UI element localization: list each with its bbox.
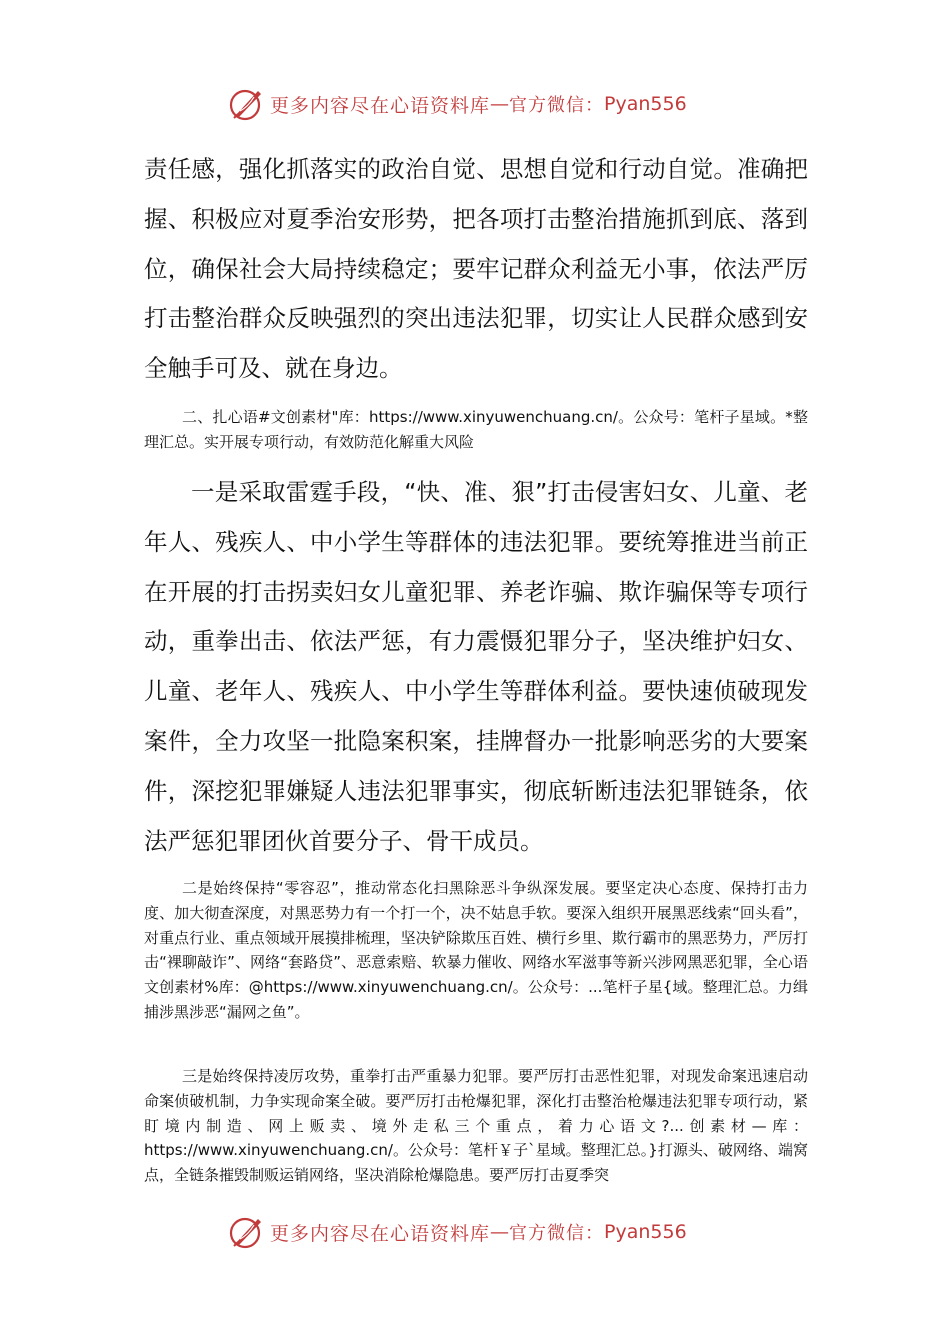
footer-banner [228, 1212, 728, 1252]
quill-pen-logo-icon [228, 85, 266, 123]
banner-wechat-id: Pyan556 [604, 93, 687, 115]
banner-wechat-label: 官方微信： [509, 95, 605, 116]
banner-dash: — [490, 1221, 510, 1243]
banner-wechat-label: 官方微信： [509, 1223, 605, 1244]
paragraph-second-measure: 二是始终保持“零容忍”，推动常态化扫黑除恶斗争纵深发展。要坚定决心态度、保持打击力度、加大彻查深度，对黑恶势力有一个打一个，决不姑息手软。要深入组织开展黑恶线索“回头看”，对重点行业、重点领域开展摸排梳理，坚决铲除欺压百姓、横行乡里、欺行霸市的黑恶势力，严厉打击“裸聊敲诈”、网络“套路贷”、恶意索赔、软暴力催收、网络水军滋事等新兴涉网黑恶犯罪，全心语文创素材%库：@https://www.xinyuwenchuang.cn/。公众号：...笔杆子星{域。整理汇总。力缉捕涉黑涉恶“漏网之鱼”。 [144, 879, 808, 1021]
quill-pen-logo-icon [228, 1213, 266, 1251]
paragraph-third-measure: 三是始终保持凌厉攻势，重拳打击严重暴力犯罪。要严厉打击恶性犯罪，对现发命案迅速启动命案侦破机制，力争实现命案全破。要严厉打击枪爆犯罪，深化打击整治枪爆违法犯罪专项行动，紧盯境内制造、网上贩卖、境外走私三个重点，着力心语文?...创素材—库：https://www.xinyuwenchuang.cn/。公众号：笔杆￥子`星域。整理汇总。}打源头、破网络、端窝点，全链条摧毁制贩运销网络，坚决消除枪爆隐患。要严厉打击夏季突 [144, 1067, 808, 1185]
banner-dash: — [490, 93, 510, 115]
section-heading-two: 二、扎心语#文创素材"库：https://www.xinyuwenchuang.cn/。公众号：笔杆子星域。*整理汇总。实开展专项行动，有效防范化解重大风险 [144, 408, 808, 451]
banner-title: 更多内容尽在心语资料库 [270, 94, 491, 117]
paragraph-first-measure: 一是采取雷霆手段，“快、准、狠”打击侵害妇女、儿童、老年人、残疾人、中小学生等群体的违法犯罪。要统筹推进当前正在开展的打击拐卖妇女儿童犯罪、养老诈骗、欺诈骗保等专项行动，重拳出击、依法严惩，有力震慑犯罪分子，坚决维护妇女、儿童、老年人、残疾人、中小学生等群体利益。要快速侦破现发案件，全力攻坚一批隐案积案，挂牌督办一批影响恶劣的大要案件，深挖犯罪嫌疑人违法犯罪事实，彻底斩断违法犯罪链条，依法严惩犯罪团伙首要分子、骨干成员。 [144, 478, 808, 855]
header-banner [228, 84, 728, 124]
banner-title: 更多内容尽在心语资料库 [270, 1222, 491, 1245]
banner-wechat-id: Pyan556 [604, 1221, 687, 1243]
paragraph-continued: 责任感，强化抓落实的政治自觉、思想自觉和行动自觉。准确把握、积极应对夏季治安形势，把各项打击整治措施抓到底、落到位，确保社会大局持续稳定；要牢记群众利益无小事，依法严厉打击整治群众反映强烈的突出违法犯罪，切实让人民群众感到安全触手可及、就在身边。 [144, 155, 808, 383]
